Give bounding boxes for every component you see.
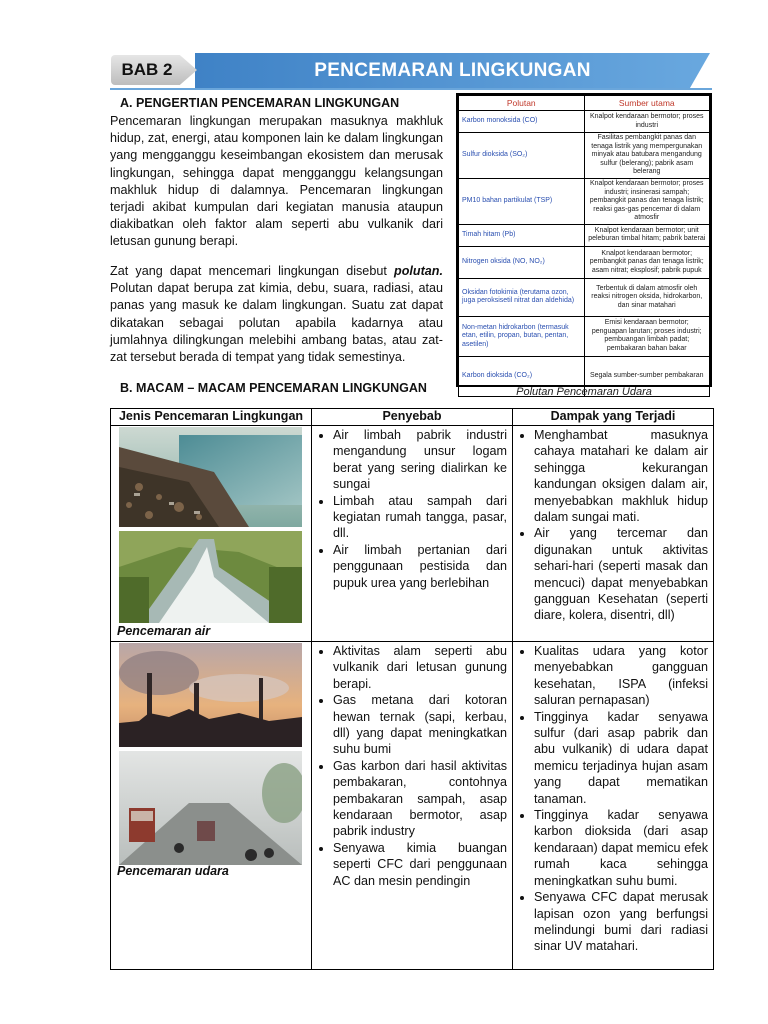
air-pollution-cell <box>111 642 312 970</box>
table-row <box>459 278 710 316</box>
pollutant-name: Nitrogen oksida (NO, NO₂) <box>459 246 585 278</box>
pollutant-table-header <box>459 96 710 111</box>
pollutant-name: Timah hitam (Pb) <box>459 224 585 246</box>
pollutant-source: Knalpot kendaraan bermotor; pembangkit panas dan tenaga listrik; asam nitrat; eksplosif; pabrik pupuk <box>584 246 710 278</box>
air-causes-list <box>313 643 511 889</box>
pollutant-name: Karbon monoksida (CO) <box>459 111 585 133</box>
pollutant-name: Non-metan hidrokarbon (termasuk etan, etilin, propan, butan, pentan, asetilen) <box>459 316 585 356</box>
water-pollution-photo <box>119 427 302 623</box>
pollutant-source: Knalpot kendaraan bermotor; proses industri; insinerasi sampah; pembangkit panas dan tenaga listrik; reaksi gas-gas pencemar di dalam atmosfir <box>584 179 710 225</box>
air-impacts-list <box>514 643 712 955</box>
water-causes-list <box>313 427 511 591</box>
section-a-paragraph-1: Pencemaran lingkungan merupakan masuknya makhluk hidup, zat, energi, atau komponen lain ke dalam lingkungan yang mengganggu keseimbangan ekosistem dan merusak lingkungan, sehingga dapat mengganggu kelangsungan makhluk hidup di dalamnya. Pencemaran lingkungan terjadi akibat kumpulan dari kegiatan manusia ataupun diakibatkan oleh faktor alam seperti abu vulkanik dari letusan gunung berapi. <box>110 114 443 249</box>
table-row <box>111 426 714 642</box>
list-item: • Aktivitas alam seperti abu vulkanik dari letusan gunung berapi. <box>333 643 507 692</box>
water-causes <box>312 426 513 642</box>
air-impacts <box>513 642 714 970</box>
pollutant-source: Emisi kendaraan bermotor; penguapan larutan; proses industri; pembuangan limbah padat; pembakaran bahan bakar <box>584 316 710 356</box>
table-row <box>111 642 714 970</box>
pollutant-table-caption: Polutan Pencemaran Udara <box>516 386 652 398</box>
para2-pre: Zat yang dapat mencemari lingkungan disebut <box>110 264 395 278</box>
list-item: • Tingginya kadar senyawa karbon dioksida (dari asap kendaraan) dapat memicu efek rumah kaca sehingga meningkatkan suhu bumi. <box>534 807 708 889</box>
header-sumber: Sumber utama <box>584 96 710 111</box>
header-polutan: Polutan <box>459 96 585 111</box>
pollutant-name: Sulfur dioksida (SO₂) <box>459 133 585 179</box>
air-pollution-photo <box>119 643 302 865</box>
list-item: • Gas metana dari kotoran hewan ternak (sapi, kerbau, dll) yang dapat meningkatkan suhu bumi <box>333 692 507 758</box>
pollutant-source: Knalpot kendaraan bermotor; unit peleburan timbal hitam; pabrik baterai <box>584 224 710 246</box>
chapter-label: BAB 2 <box>121 60 173 79</box>
header-divider <box>110 88 712 90</box>
list-item: • Air yang tercemar dan digunakan untuk aktivitas sehari-hari (seperti masak dan mencuci) dapat menyebabkan gangguan Kesehatan (seperti diare, kolera, disentri, dll) <box>534 525 708 623</box>
table-row <box>459 179 710 225</box>
table-row <box>459 111 710 133</box>
pollutant-source: Knalpot kendaraan bermotor; proses industri <box>584 111 710 133</box>
list-item: • Senyawa kimia buangan seperti CFC dari penggunaan AC dan mesin pendingin <box>333 840 507 889</box>
pollutant-name: PM10 bahan partikulat (TSP) <box>459 179 585 225</box>
list-item: • Limbah atau sampah dari kegiatan rumah tangga, pasar, dll. <box>333 493 507 542</box>
pollutant-source: Terbentuk di dalam atmosfir oleh reaksi nitrogen oksida, hidrokarbon, dan sinar matahari <box>584 278 710 316</box>
pollutant-source: Segala sumber-sumber pembakaran <box>584 356 710 396</box>
section-a-heading: A. PENGERTIAN PENCEMARAN LINGKUNGAN <box>120 96 400 110</box>
section-b-heading: B. MACAM – MACAM PENCEMARAN LINGKUNGAN <box>120 381 427 395</box>
pollutant-name: Karbon dioksida (CO₂) <box>459 356 585 396</box>
list-item: • Air limbah pertanian dari penggunaan pestisida dan pupuk urea yang berlebihan <box>333 542 507 591</box>
list-item: • Tingginya kadar senyawa sulfur (dari asap pabrik dan abu vulkanik) di udara dapat memicu terjadinya hujan asam yang dapat mematikan tanaman. <box>534 709 708 807</box>
air-causes <box>312 642 513 970</box>
water-pollution-caption: Pencemaran air <box>117 624 211 638</box>
water-pollution-cell <box>111 426 312 642</box>
water-impacts-list <box>514 427 712 624</box>
para2-post: Polutan dapat berupa zat kimia, debu, suara, radiasi, atau panas yang masuk ke dalam lingkungan. Suatu zat dapat dikatakan sebagai polutan apabila kadarnya atau jumlahnya dilingkungan melebihi ambang batas, atau zat-zat tersebut berada di tempat yang tidak semestinya. <box>110 281 443 365</box>
list-item: • Air limbah pabrik industri mengandung unsur logam berat yang sering dialirkan ke sungai <box>333 427 507 493</box>
page-title: PENCEMARAN LINGKUNGAN <box>314 60 591 81</box>
air-pollution-caption: Pencemaran udara <box>117 864 229 878</box>
pollutant-table <box>456 93 712 387</box>
header-penyebab: Penyebab <box>312 409 513 426</box>
pollution-types-table <box>110 408 714 970</box>
pollutant-name: Oksidan fotokimia (terutama ozon, juga peroksisetil nitrat dan aldehida) <box>459 278 585 316</box>
list-item: • Gas karbon dari hasil aktivitas pembakaran, contohnya pembakaran sampah, asap kendaraan bermotor, asap pabrik industry <box>333 758 507 840</box>
header-jenis: Jenis Pencemaran Lingkungan <box>111 409 312 426</box>
list-item: • Kualitas udara yang kotor menyebabkan gangguan kesehatan, ISPA (infeksi saluran pernapasan) <box>534 643 708 709</box>
table-row <box>459 133 710 179</box>
polutan-term: polutan. <box>394 264 443 278</box>
table-row <box>459 316 710 356</box>
table-row <box>459 246 710 278</box>
pollutant-source: Fasilitas pembangkit panas dan tenaga listrik yang mempergunakan minyak atau batubara mengandung sulfur (belerang); pabrik asam belerang <box>584 133 710 179</box>
header-dampak: Dampak yang Terjadi <box>513 409 714 426</box>
list-item: • Menghambat masuknya cahaya matahari ke dalam air sehingga kekurangan kandungan oksigen dalam air, menyebabkan makhluk hidup dalam sungai mati. <box>534 427 708 525</box>
main-table-header <box>111 409 714 426</box>
table-row <box>459 224 710 246</box>
water-impacts <box>513 426 714 642</box>
list-item: • Senyawa CFC dapat merusak lapisan ozon yang berfungsi melindungi bumi dari radiasi sinar UV matahari. <box>534 889 708 955</box>
section-a-paragraph-2 <box>110 263 443 366</box>
